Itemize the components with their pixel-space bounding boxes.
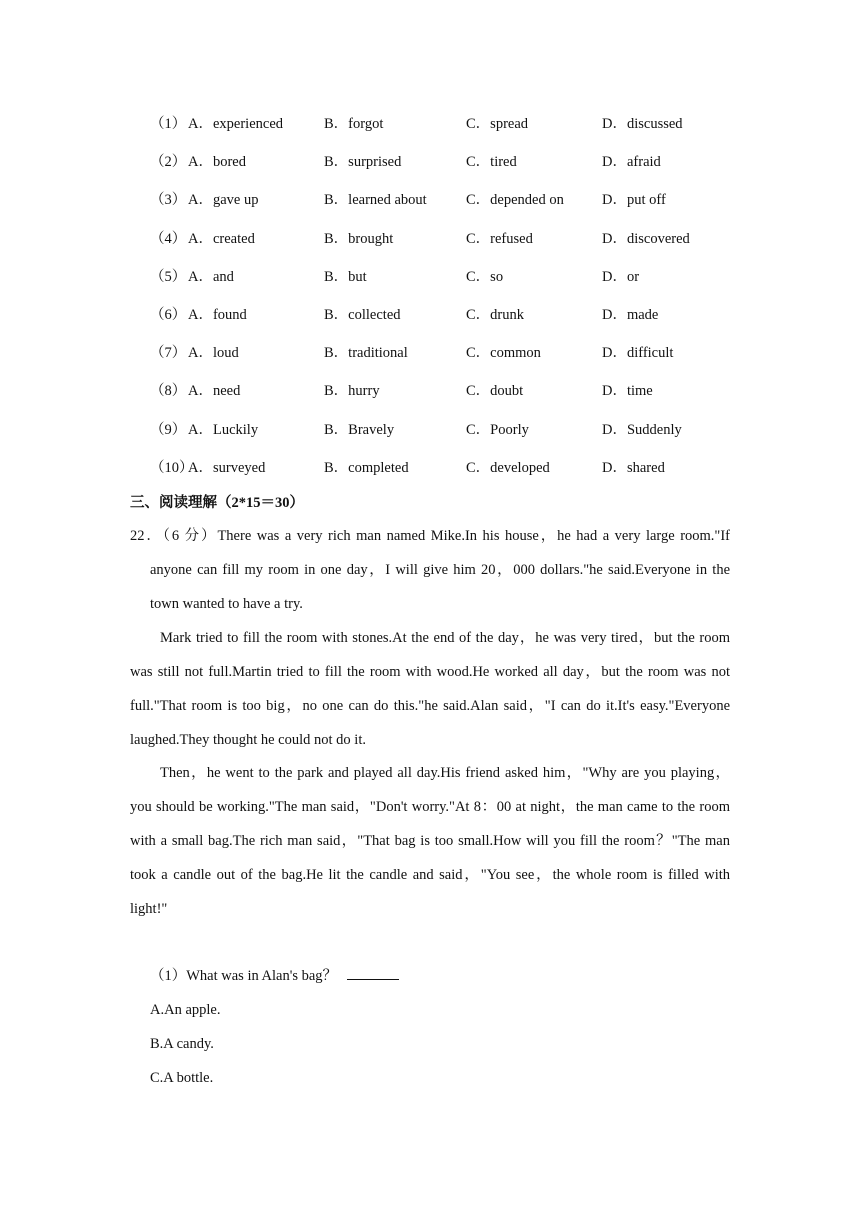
question-1-option-a: A.An apple. — [150, 1002, 221, 1018]
option-d: D．discovered — [602, 230, 690, 247]
question-number: （6） — [150, 307, 187, 323]
option-d: D．made — [602, 307, 659, 323]
passage-line: with a small bag.The rich man said，"That bag is too small.How will you fill the room？"The man — [130, 833, 730, 849]
question-stem-text: （1）What was in Alan's bag？ — [150, 968, 338, 984]
question-number: （8） — [150, 383, 187, 400]
option-b: B．hurry — [324, 383, 380, 400]
option-a: A．found — [188, 307, 247, 323]
option-b: B．forgot — [324, 116, 384, 132]
cloze-option-row — [0, 228, 860, 250]
passage-paragraph-2 — [130, 621, 730, 757]
option-b: B．learned about — [324, 192, 427, 209]
option-b: B．but — [324, 268, 367, 285]
option-a: A．surveyed — [188, 459, 266, 476]
question-number: （1） — [150, 116, 187, 132]
option-d: D．afraid — [602, 154, 661, 171]
option-d: D．time — [602, 383, 653, 400]
option-a: A．created — [188, 230, 255, 247]
question-number: （4） — [150, 230, 187, 247]
cloze-option-row — [0, 457, 860, 479]
answer-blank[interactable] — [347, 965, 399, 980]
option-c: C．doubt — [466, 383, 524, 400]
section-title: 三、阅读理解（2*15＝30） — [130, 495, 304, 511]
cloze-option-row — [0, 380, 860, 402]
question-number: （7） — [150, 345, 187, 362]
option-a: A．bored — [188, 154, 246, 171]
passage-line: was still not full.Martin tried to fill the room with wood.He worked all day，but the room was not — [130, 664, 730, 680]
option-a: A．gave up — [188, 192, 259, 209]
cloze-option-row — [0, 189, 860, 211]
option-d: D．Suddenly — [602, 421, 682, 438]
option-b: B．brought — [324, 230, 394, 247]
option-d: D．shared — [602, 459, 665, 476]
option-a: A．Luckily — [188, 421, 259, 438]
option-a: A．and — [188, 268, 234, 285]
passage-line: light!" — [130, 901, 168, 917]
cloze-option-row — [0, 266, 860, 288]
passage-line: 22．（6 分）There was a very rich man named Mike.In his house，he had a very large room."If — [130, 528, 730, 544]
option-c: C．depended on — [466, 192, 564, 209]
option-c: C．refused — [466, 230, 533, 247]
option-c: C．spread — [466, 116, 529, 132]
option-b: B．collected — [324, 307, 401, 323]
passage-paragraph-3 — [130, 756, 730, 926]
option-d: D．discussed — [602, 116, 683, 132]
option-c: C．tired — [466, 154, 517, 171]
option-b: B．completed — [324, 459, 409, 476]
option-c: C．drunk — [466, 307, 524, 323]
question-number: （5） — [150, 268, 187, 285]
passage-paragraph-1 — [130, 519, 730, 621]
cloze-option-row — [0, 342, 860, 364]
question-1-option-b: B.A candy. — [150, 1036, 214, 1052]
option-c: C．so — [466, 268, 504, 285]
passage-line: took a candle out of the bag.He lit the candle and said，"You see，the whole room is filled with — [130, 867, 730, 883]
option-a: A．experienced — [188, 116, 284, 132]
passage-line: full."That room is too big，no one can do this."he said.Alan said，"I can do it.It's easy."Everyone — [130, 698, 730, 714]
cloze-option-row — [0, 113, 860, 135]
passage-line: anyone can fill my room in one day，I will give him 20，000 dollars."he said.Everyone in the — [150, 562, 730, 578]
option-b: B．Bravely — [324, 421, 395, 438]
question-number: （10） — [150, 459, 194, 476]
cloze-option-row — [0, 304, 860, 326]
cloze-option-row — [0, 419, 860, 441]
question-number: （3） — [150, 192, 187, 209]
question-1-stem — [150, 965, 399, 987]
option-c: C．developed — [466, 459, 550, 476]
option-b: B．surprised — [324, 154, 402, 171]
passage-line: town wanted to have a try. — [150, 596, 303, 612]
option-a: A．need — [188, 383, 241, 400]
option-c: C．Poorly — [466, 421, 529, 438]
question-number: （9） — [150, 421, 187, 438]
passage-line: you should be working."The man said，"Don't worry."At 8：00 at night，the man came to the room — [130, 799, 730, 815]
passage-line: laughed.They thought he could not do it. — [130, 732, 366, 748]
option-a: A．loud — [188, 345, 239, 362]
option-c: C．common — [466, 345, 541, 362]
cloze-option-row — [0, 151, 860, 173]
question-number: （2） — [150, 154, 187, 171]
option-d: D．put off — [602, 192, 666, 209]
question-1-option-c: C.A bottle. — [150, 1070, 214, 1086]
option-b: B．traditional — [324, 345, 408, 362]
option-d: D．or — [602, 268, 640, 285]
option-d: D．difficult — [602, 345, 674, 362]
passage-line: Mark tried to fill the room with stones.At the end of the day，he was very tired，but the room — [160, 630, 730, 646]
passage-line: Then，he went to the park and played all day.His friend asked him，"Why are you playing， — [160, 765, 730, 781]
